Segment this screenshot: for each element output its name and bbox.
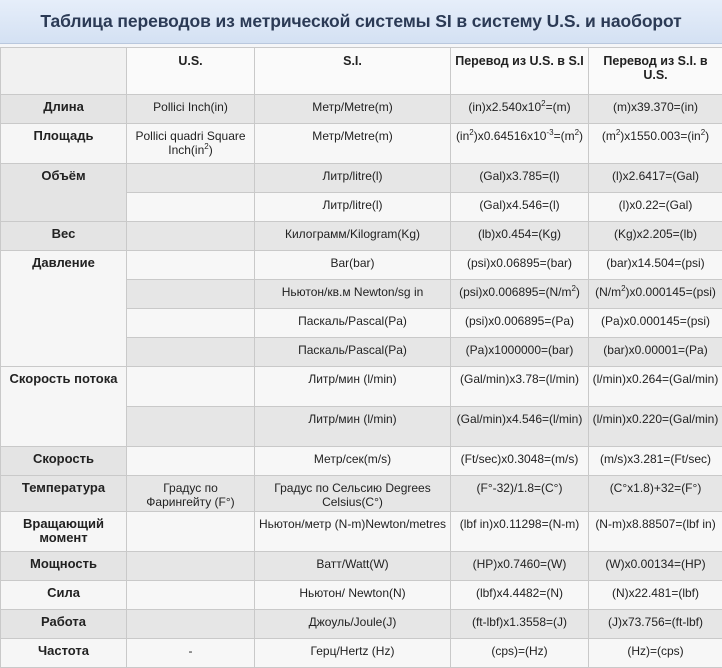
si-to-us-cell: (l/min)x0.220=(Gal/min) bbox=[589, 407, 722, 447]
us-to-si-cell: (ft-lbf)x1.3558=(J) bbox=[451, 610, 589, 639]
us-to-si-cell: (psi)x0.006895=(Pa) bbox=[451, 309, 589, 338]
table-row bbox=[1, 581, 722, 610]
si-cell: Градус по Сельсию Degrees Celsius(C°) bbox=[255, 476, 451, 512]
category-cell: Скорость bbox=[1, 447, 127, 476]
us-to-si-cell: $(in^2)x0.64516x10^{-3}=(m^2)$ bbox=[451, 124, 589, 164]
si-cell: Bar(bar) bbox=[255, 251, 451, 280]
us-to-si-cell: $(in)x2.540x10^2=(m)$ bbox=[451, 95, 589, 124]
title-bar bbox=[0, 0, 722, 44]
si-to-us-cell: (m/s)x3.281=(Ft/sec) bbox=[589, 447, 722, 476]
si-to-us-cell: $(N/m^2)x0.000145=(psi)$ bbox=[589, 280, 722, 309]
table-row bbox=[1, 447, 722, 476]
table-row bbox=[1, 222, 722, 251]
si-cell: Метр/Metre(m) bbox=[255, 124, 451, 164]
us-to-si-cell: (lbf)x4.4482=(N) bbox=[451, 581, 589, 610]
us-to-si-cell: (lb)x0.454=(Kg) bbox=[451, 222, 589, 251]
si-to-us-cell: (Kg)x2.205=(lb) bbox=[589, 222, 722, 251]
table-row bbox=[1, 639, 722, 668]
header-si-to-us: Перевод из S.I. в U.S. bbox=[589, 48, 722, 95]
us-to-si-cell: (Gal/min)x4.546=(l/min) bbox=[451, 407, 589, 447]
si-to-us-cell: (Pa)x0.000145=(psi) bbox=[589, 309, 722, 338]
category-cell: Длина bbox=[1, 95, 127, 124]
us-to-si-cell: (Gal)x3.785=(l) bbox=[451, 164, 589, 193]
us-cell: Pollici Inch(in) bbox=[127, 95, 255, 124]
us-cell bbox=[127, 251, 255, 280]
category-cell: Частота bbox=[1, 639, 127, 668]
si-cell: Ньютон/ Newton(N) bbox=[255, 581, 451, 610]
us-cell bbox=[127, 512, 255, 552]
category-cell: Объём bbox=[1, 164, 127, 222]
table-row bbox=[1, 124, 722, 164]
table-row bbox=[1, 164, 722, 193]
si-cell: Метр/Metre(m) bbox=[255, 95, 451, 124]
us-cell: Pollici quadri Square $Inch(in^2)$ bbox=[127, 124, 255, 164]
page-title: Таблица переводов из метрической системы SI в систему U.S. и наоборот bbox=[40, 11, 681, 32]
category-cell: Вращающий момент bbox=[1, 512, 127, 552]
us-to-si-cell: (cps)=(Hz) bbox=[451, 639, 589, 668]
si-cell: Метр/сек(m/s) bbox=[255, 447, 451, 476]
header-us-to-si: Перевод из U.S. в S.I bbox=[451, 48, 589, 95]
category-cell: Сила bbox=[1, 581, 127, 610]
table-row bbox=[1, 95, 722, 124]
us-to-si-cell: (psi)x0.06895=(bar) bbox=[451, 251, 589, 280]
header-us: U.S. bbox=[127, 48, 255, 95]
si-to-us-cell: (l/min)x0.264=(Gal/min) bbox=[589, 367, 722, 407]
si-cell: Паскаль/Pascal(Pa) bbox=[255, 309, 451, 338]
si-to-us-cell: (m)x39.370=(in) bbox=[589, 95, 722, 124]
us-to-si-cell: (lbf in)x0.11298=(N-m) bbox=[451, 512, 589, 552]
si-cell: Ватт/Watt(W) bbox=[255, 552, 451, 581]
us-to-si-cell: (Ft/sec)x0.3048=(m/s) bbox=[451, 447, 589, 476]
us-to-si-cell: $(psi)x0.006895=(N/m^2)$ bbox=[451, 280, 589, 309]
header-corner bbox=[1, 48, 127, 95]
si-to-us-cell: (Hz)=(cps) bbox=[589, 639, 722, 668]
us-cell bbox=[127, 338, 255, 367]
si-to-us-cell: (l)x2.6417=(Gal) bbox=[589, 164, 722, 193]
us-to-si-cell: (HP)x0.7460=(W) bbox=[451, 552, 589, 581]
table-row bbox=[1, 251, 722, 280]
si-to-us-cell: (J)x73.756=(ft-lbf) bbox=[589, 610, 722, 639]
us-to-si-cell: (F°-32)/1.8=(C°) bbox=[451, 476, 589, 512]
si-to-us-cell: (N-m)x8.88507=(lbf in) bbox=[589, 512, 722, 552]
category-cell: Работа bbox=[1, 610, 127, 639]
category-cell: Мощность bbox=[1, 552, 127, 581]
us-cell: - bbox=[127, 639, 255, 668]
us-to-si-cell: (Pa)x1000000=(bar) bbox=[451, 338, 589, 367]
table-row bbox=[1, 512, 722, 552]
us-to-si-cell: (Gal)x4.546=(l) bbox=[451, 193, 589, 222]
si-cell: Паскаль/Pascal(Pa) bbox=[255, 338, 451, 367]
si-cell: Ньютон/метр (N-m)Newton/metres bbox=[255, 512, 451, 552]
us-cell: Градус по Фарингейту (F°) bbox=[127, 476, 255, 512]
us-cell bbox=[127, 552, 255, 581]
category-cell: Температура bbox=[1, 476, 127, 512]
category-cell: Скорость потока bbox=[1, 367, 127, 447]
us-cell bbox=[127, 447, 255, 476]
us-cell bbox=[127, 407, 255, 447]
si-to-us-cell: (bar)x0.00001=(Pa) bbox=[589, 338, 722, 367]
si-cell: Литр/litre(l) bbox=[255, 164, 451, 193]
conversion-table bbox=[0, 47, 722, 668]
us-cell bbox=[127, 367, 255, 407]
si-to-us-cell: (N)x22.481=(lbf) bbox=[589, 581, 722, 610]
si-to-us-cell: (bar)x14.504=(psi) bbox=[589, 251, 722, 280]
si-cell: Литр/мин (l/min) bbox=[255, 367, 451, 407]
category-cell: Площадь bbox=[1, 124, 127, 164]
us-cell bbox=[127, 164, 255, 193]
si-cell: Литр/litre(l) bbox=[255, 193, 451, 222]
si-to-us-cell: (C°x1.8)+32=(F°) bbox=[589, 476, 722, 512]
us-cell bbox=[127, 309, 255, 338]
si-cell: Килограмм/Kilogram(Kg) bbox=[255, 222, 451, 251]
si-cell: Герц/Hertz (Hz) bbox=[255, 639, 451, 668]
category-cell: Вес bbox=[1, 222, 127, 251]
us-cell bbox=[127, 222, 255, 251]
us-cell bbox=[127, 581, 255, 610]
us-cell bbox=[127, 280, 255, 309]
table-row bbox=[1, 610, 722, 639]
category-cell: Давление bbox=[1, 251, 127, 367]
si-to-us-cell: $(m^2)x1550.003=(in^2)$ bbox=[589, 124, 722, 164]
header-si: S.I. bbox=[255, 48, 451, 95]
si-cell: Литр/мин (l/min) bbox=[255, 407, 451, 447]
table-row bbox=[1, 476, 722, 512]
us-cell bbox=[127, 610, 255, 639]
si-cell: Ньютон/кв.м Newton/sg in bbox=[255, 280, 451, 309]
us-to-si-cell: (Gal/min)x3.78=(l/min) bbox=[451, 367, 589, 407]
si-to-us-cell: (l)x0.22=(Gal) bbox=[589, 193, 722, 222]
si-cell: Джоуль/Joule(J) bbox=[255, 610, 451, 639]
header-row bbox=[1, 48, 722, 95]
us-cell bbox=[127, 193, 255, 222]
table-row bbox=[1, 552, 722, 581]
table-row bbox=[1, 367, 722, 407]
si-to-us-cell: (W)x0.00134=(HP) bbox=[589, 552, 722, 581]
